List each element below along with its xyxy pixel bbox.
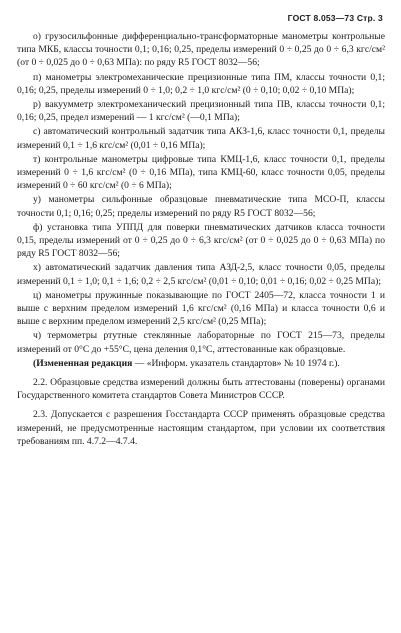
amendment-note bbox=[17, 357, 385, 370]
list-item-s: с) автоматический контрольный задатчик типа АКЗ-1,6, класс точности 0,1, пределы измерений 0,1 ÷ 1,6 кгс/см² (0,01 ÷ 0,16 МПа); bbox=[17, 126, 385, 151]
list-item-o: о) грузосильфонные дифференциально-трансформаторные манометры контрольные типа МКБ, классы точности 0,1; 0,16; 0,25, пределы измерений 0 ÷ 0,25 до 0 ÷ 6,3 кгс/см² (от 0 ÷ 0,025 до 0 ÷ 0,63 МПа): по ряду R5 ГОСТ 8032—56; bbox=[17, 31, 385, 69]
document-body bbox=[17, 30, 385, 448]
list-item-f: ф) установка типа УППД для поверки пневматических датчиков класса точности 0,15, пределы измерений от 0 ÷ 0,25 до 0 ÷ 6,3 кгс/см² (от 0 ÷ 0,025 до 0 ÷ 0,63 МПа) по ряду R5 ГОСТ 8032—56; bbox=[17, 221, 385, 260]
section-2-2: 2.2. Образцовые средства измерений должны быть аттестованы (поверены) органами Государственного комитета стандартов Совета Министров СССР. bbox=[17, 377, 385, 402]
list-item-ch: ч) термометры ртутные стеклянные лабораторные по ГОСТ 215—73, пределы измерений от 0°С до +55°С, цена деления 0,1°С, аттестованные как образцовые. bbox=[17, 330, 385, 355]
section-2-3: 2.3. Допускается с разрешения Госстандарта СССР применять образцовые средства измерений, не предусмотренные настоящим стандартом, при условии их соответствия требованиям пп. 4.7.2—4.7.4. bbox=[17, 409, 385, 447]
page-header: ГОСТ 8.053—73 Стр. 3 bbox=[287, 13, 383, 23]
list-item-u: у) манометры сильфонные образцовые пневматические типа МСО-П, классы точности 0,1; 0,16; 0,25; пределы измерений по ряду R5 ГОСТ 8032—56; bbox=[17, 194, 385, 219]
list-item-ts: ц) манометры пружинные показывающие по ГОСТ 2405—72, класса точности 1 и выше с верхним пределом измерений 1,6 кгс/см² (0,16 МПа) и класса точности 0,6 и выше с верхним пределом измерений 2,5 кгс/см² (0,25 МПа); bbox=[17, 289, 385, 328]
list-item-p: п) манометры электромеханические прецизионные типа ПМ, классы точности 0,1; 0,16; 0,25, пределы измерений 0 ÷ 1,0; 0,2 ÷ 1,0 кгс/см² (0 ÷ 0,10; 0,02 ÷ 0,10 МПа); bbox=[17, 71, 385, 96]
list-item-kh: х) автоматический задатчик давления типа АЗД-2,5, класс точности 0,05, пределы измерений 0,1 ÷ 1,0; 0,1 ÷ 1,6; 0,2 ÷ 2,5 кгс/см² (0,01 ÷ 0,10; 0,01 ÷ 0,16; 0,02 ÷ 0,25 МПа); bbox=[17, 262, 385, 287]
list-item-t: т) контрольные манометры цифровые типа КМЦ-1,6, класс точности 0,1, пределы измерений 0 ÷ 1,6 кгс/см² (0 ÷ 0,16 МПа), типа КМЦ-60, класс точности 0,05, пределы измерений 0 ÷ 60 кгс/см² (0 ÷ 6 МПа); bbox=[17, 153, 385, 192]
list-item-r: р) вакуумметр электромеханический прецизионный типа ПВ, классы точности 0,1; 0,16; 0,25, предел измерений — 1 кгс/см² (—0,1 МПа); bbox=[17, 99, 385, 124]
amendment-note-label: (Измененная редакция bbox=[33, 357, 133, 369]
amendment-note-text: — «Информ. указатель стандартов» № 10 1974 г.). bbox=[132, 357, 340, 369]
